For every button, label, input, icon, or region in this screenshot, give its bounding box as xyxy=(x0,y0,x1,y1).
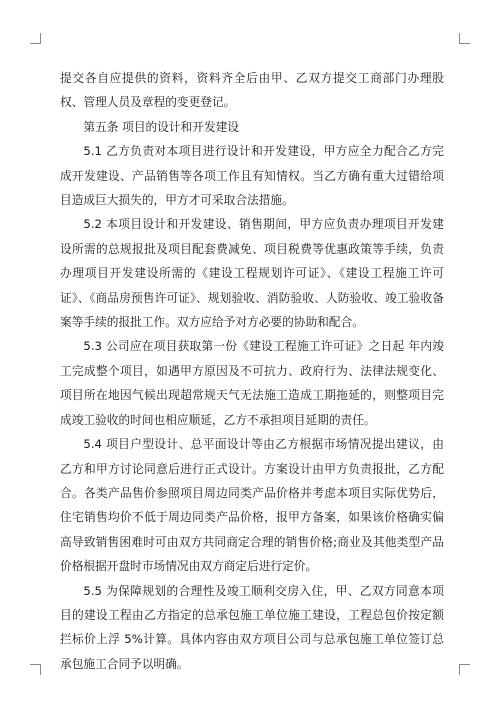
crop-mark-top-right xyxy=(459,33,470,44)
clause-5-3: 5.3 公司应在项目获取第一份《建设工程施工许可证》之日起 年内竣工完成整个项目，如遇甲方原因及不可抗力、政府行为、法律法规变化、项目所在地因气候出现超常规天气无法施工造成工期拖延的，则整项目完成竣工验收的时间也相应顺延，乙方不承担项目延期的责任。 xyxy=(60,339,444,427)
crop-mark-top-left xyxy=(30,33,41,44)
paragraph-continuation: 提交各自应提供的资料，资料齐全后由甲、乙双方提交工商部门办理股权、管理人员及章程的变更登记。 xyxy=(60,71,444,110)
crop-mark-bottom-left xyxy=(30,664,41,675)
article-five-heading: 第五条 项目的设计和开发建设 xyxy=(83,119,240,134)
clause-5-4: 5.4 项目户型设计、总平面设计等由乙方根据市场情况提出建议，由乙方和甲方讨论同意后进行正式设计。方案设计由甲方负责报批，乙方配合。各类产品售价参照项目周边同类产品价格并考虑本项目实际优势后，住宅销售均价不低于周边同类产品价格，报甲方备案，如果该价格确实偏高导致销售困难时可由双方共同商定合理的销售价格;商业及其他类型产品价格根据开盘时市场情况由双方商定后进行定价。 xyxy=(60,437,444,574)
document-body xyxy=(60,66,444,676)
clause-5-5: 5.5 为保障规划的合理性及竣工顺利交房入住，甲、乙双方同意本项目的建设工程由乙方指定的总承包施工单位施工建设，工程总包价按定额拦标价上浮 5%计算。具体内容由双方项目公司与总承包施工单位签订总承包施工合同予以明确。 xyxy=(60,583,444,671)
clause-5-2: 5.2 本项目设计和开发建设、销售期间，甲方应负责办理项目开发建设所需的总规报批及项目配套费减免、项目税费等优惠政策等手续，负责办理项目开发建设所需的《建设工程规划许可证》、《建设工程施工许可证》、《商品房预售许可证》、规划验收、消防验收、人防验收、竣工验收备案等手续的报批工作。双方应给予对方必要的协助和配合。 xyxy=(60,217,444,330)
crop-mark-bottom-right xyxy=(459,664,470,675)
clause-5-1: 5.1 乙方负责对本项目进行设计和开发建设，甲方应全力配合乙方完成开发建设、产品销售等各项工作且有知情权。当乙方确有重大过错给项目造成巨大损失的，甲方才可采取合法措施。 xyxy=(60,144,444,208)
